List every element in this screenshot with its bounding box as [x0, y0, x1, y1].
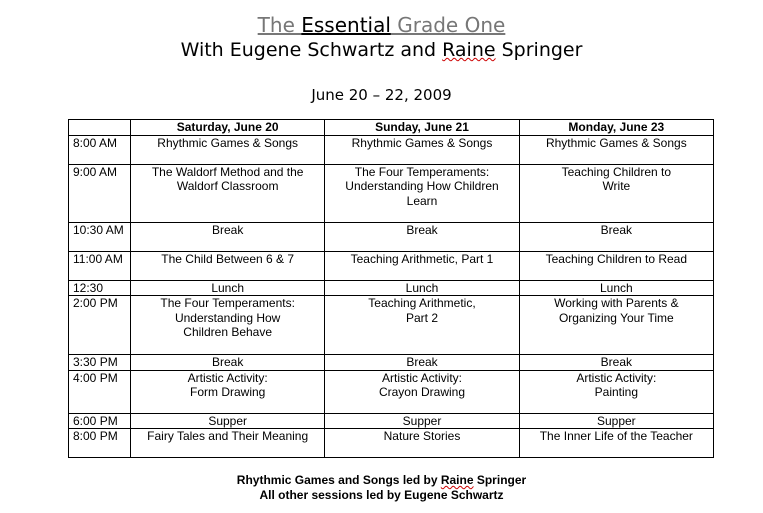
- schedule-row: [69, 251, 714, 280]
- session-cell: Break: [519, 355, 713, 371]
- schedule-row: [69, 429, 714, 458]
- schedule-row: [69, 164, 714, 222]
- session-cell: Fairy Tales and Their Meaning: [131, 429, 325, 458]
- footer-line-rhythmic: [0, 473, 763, 488]
- time-cell: 3:30 PM: [69, 355, 131, 371]
- document-subtitle: [0, 38, 763, 63]
- time-cell: 6:00 PM: [69, 413, 131, 429]
- footer-line-other-sessions: All other sessions led by Eugene Schwartz: [259, 488, 504, 502]
- schedule-row: [69, 222, 714, 251]
- title-part-grade-one: Grade One: [390, 13, 506, 37]
- session-cell: Supper: [325, 413, 519, 429]
- session-cell: Rhythmic Games & Songs: [325, 135, 519, 164]
- time-cell: 11:00 AM: [69, 251, 131, 280]
- session-cell: The Waldorf Method and the Waldorf Classroom: [131, 164, 325, 222]
- day-header: Monday, June 23: [519, 120, 713, 136]
- schedule-row: [69, 296, 714, 355]
- session-cell: Lunch: [519, 280, 713, 296]
- session-cell: The Inner Life of the Teacher: [519, 429, 713, 458]
- footer-line1-prefix: Rhythmic Games and Songs led by: [236, 473, 441, 487]
- event-dates: June 20 – 22, 2009: [311, 86, 452, 104]
- footer-credits: [0, 473, 763, 503]
- schedule-row: [69, 355, 714, 371]
- session-cell: Artistic Activity: Form Drawing: [131, 370, 325, 413]
- session-cell: Lunch: [131, 280, 325, 296]
- schedule-row: [69, 135, 714, 164]
- session-cell: Break: [325, 222, 519, 251]
- session-cell: Break: [131, 222, 325, 251]
- session-cell: The Four Temperaments: Understanding How Children Learn: [325, 164, 519, 222]
- session-cell: Break: [325, 355, 519, 371]
- day-header: Sunday, June 21: [325, 120, 519, 136]
- time-cell: 4:00 PM: [69, 370, 131, 413]
- session-cell: The Child Between 6 & 7: [131, 251, 325, 280]
- session-cell: Working with Parents & Organizing Your Time: [519, 296, 713, 355]
- schedule-table: [68, 119, 714, 458]
- session-cell: Nature Stories: [325, 429, 519, 458]
- session-cell: Teaching Arithmetic, Part 2: [325, 296, 519, 355]
- session-cell: Rhythmic Games & Songs: [131, 135, 325, 164]
- title-part-the: The: [257, 13, 302, 37]
- session-cell: Teaching Children to Write: [519, 164, 713, 222]
- day-header: Saturday, June 20: [131, 120, 325, 136]
- footer-name-springer: Springer: [473, 473, 527, 487]
- session-cell: The Four Temperaments: Understanding How Children Behave: [131, 296, 325, 355]
- schedule-row: [69, 413, 714, 429]
- time-cell: 9:00 AM: [69, 164, 131, 222]
- session-cell: Break: [519, 222, 713, 251]
- session-cell: Supper: [519, 413, 713, 429]
- time-cell: 8:00 AM: [69, 135, 131, 164]
- subtitle-name-raine: Raine: [442, 39, 496, 61]
- session-cell: Lunch: [325, 280, 519, 296]
- session-cell: Supper: [131, 413, 325, 429]
- schedule-row: [69, 280, 714, 296]
- session-cell: Rhythmic Games & Songs: [519, 135, 713, 164]
- time-cell: 10:30 AM: [69, 222, 131, 251]
- time-header: [69, 120, 131, 136]
- subtitle-prefix: With Eugene Schwartz and: [180, 39, 443, 61]
- time-cell: 8:00 PM: [69, 429, 131, 458]
- schedule-header-row: [69, 120, 714, 136]
- session-cell: Teaching Arithmetic, Part 1: [325, 251, 519, 280]
- session-cell: Artistic Activity: Crayon Drawing: [325, 370, 519, 413]
- session-cell: Teaching Children to Read: [519, 251, 713, 280]
- title-part-essential: Essential: [301, 13, 391, 37]
- session-cell: Artistic Activity: Painting: [519, 370, 713, 413]
- time-cell: 12:30: [69, 280, 131, 296]
- time-cell: 2:00 PM: [69, 296, 131, 355]
- session-cell: Break: [131, 355, 325, 371]
- schedule-row: [69, 370, 714, 413]
- subtitle-name-springer: Springer: [495, 39, 583, 61]
- document-title: [0, 12, 763, 38]
- footer-name-raine: Raine: [440, 473, 474, 487]
